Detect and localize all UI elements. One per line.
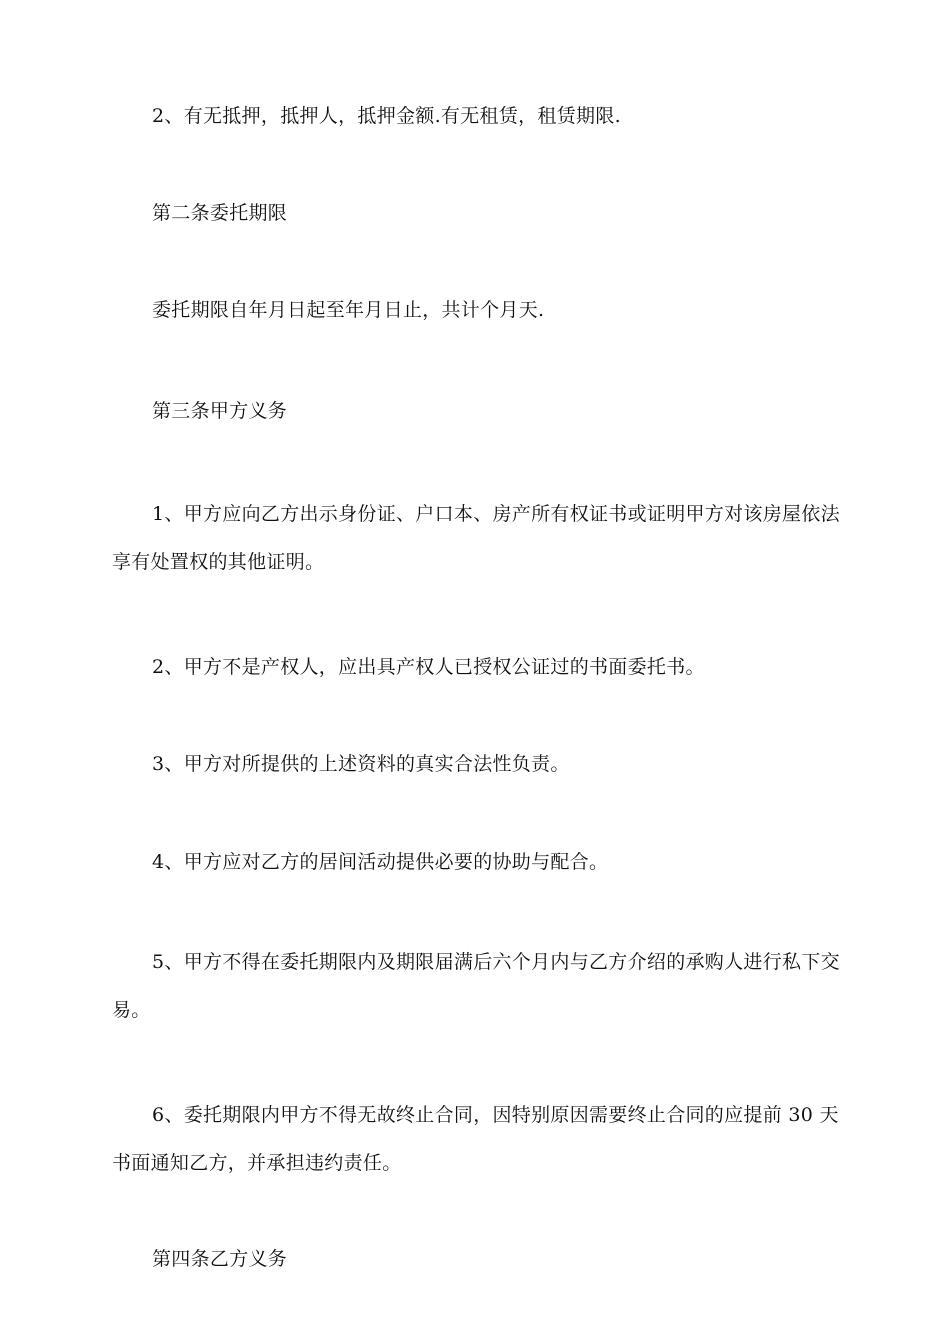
clause-line: 享有处置权的其他证明。 (112, 551, 325, 573)
clause-party-a-duty-6 (114, 1103, 844, 1175)
clause-party-a-duty-4: 4、甲方应对乙方的居间活动提供必要的协助与配合。 (152, 851, 609, 873)
clause-line: 6、委托期限内甲方不得无故终止合同，因特别原因需要终止合同的应提前 30 天 (152, 1104, 839, 1126)
clause-party-a-duty-5 (114, 950, 844, 1022)
clause-entrust-period: 委托期限自年月日起至年月日止，共计个月天. (152, 299, 545, 321)
clause-line: 5、甲方不得在委托期限内及期限届满后六个月内与乙方介绍的承购人进行私下交 (152, 951, 840, 973)
clause-item-mortgage-lease: 2、有无抵押，抵押人，抵押金额.有无租赁，租赁期限. (152, 105, 621, 127)
section-heading-article-4: 第四条乙方义务 (152, 1248, 288, 1270)
clause-line: 易。 (112, 999, 151, 1021)
clause-line: 书面通知乙方，并承担违约责任。 (112, 1152, 402, 1174)
clause-party-a-duty-1 (114, 502, 844, 574)
clause-party-a-duty-2: 2、甲方不是产权人，应出具产权人已授权公证过的书面委托书。 (152, 656, 705, 678)
section-heading-article-2: 第二条委托期限 (152, 202, 288, 224)
clause-party-a-duty-3: 3、甲方对所提供的上述资料的真实合法性负责。 (152, 753, 570, 775)
section-heading-article-3: 第三条甲方义务 (152, 400, 288, 422)
clause-line: 1、甲方应向乙方出示身份证、户口本、房产所有权证书或证明甲方对该房屋依法 (152, 503, 840, 525)
